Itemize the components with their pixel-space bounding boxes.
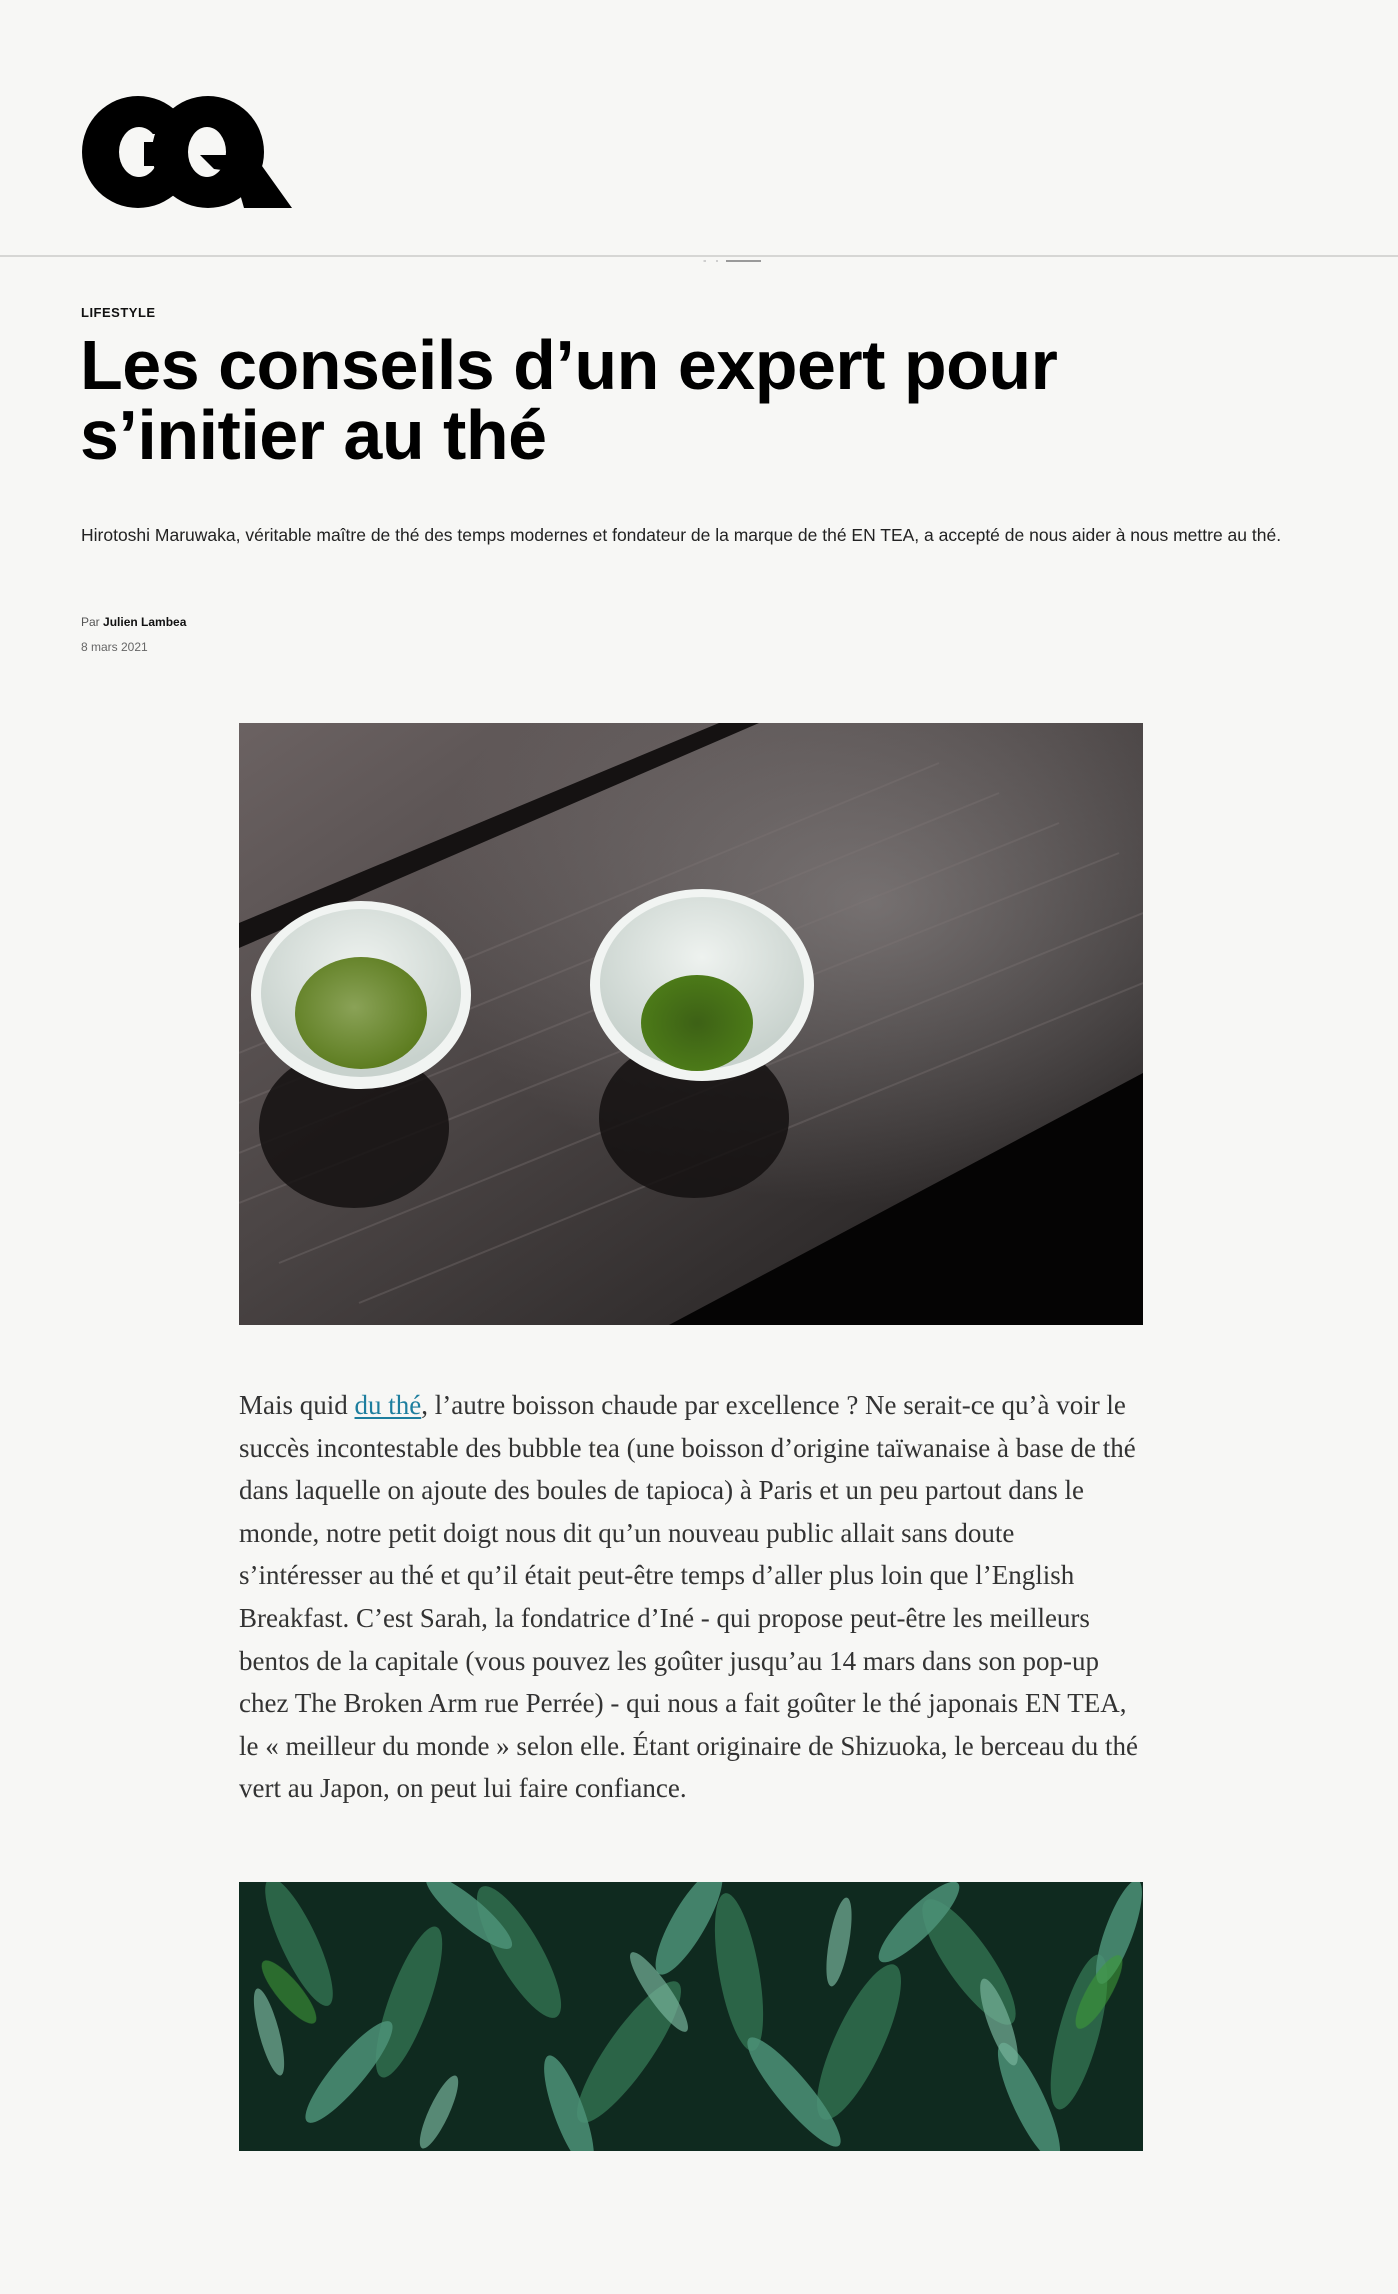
body-paragraph xyxy=(239,1384,1143,1810)
gq-logo-link[interactable] xyxy=(82,96,292,208)
body-text-after-link: , l’autre boisson chaude par excellence ? Ne serait-ce qu’à voir le succès incontestable des bubble tea (une boisson d’origine taïwanaise à base de thé dans laquelle on ajoute des boules de tapioca) à Paris et un peu partout dans le monde, notre petit doigt nous dit qu’un nouveau public allait sans doute s’intéresser au thé et qu’il était peut-être temps d’aller plus loin que l’English Breakfast. C’est Sarah, la fondatrice d’Iné - qui propose peut-être les meilleurs bentos de la capitale (vous pouvez les goûter jusqu’au 14 mars dans son pop-up chez The Broken Arm rue Perrée) - qui nous a fait goûter le thé japonais EN TEA, le « meilleur du monde » selon elle. Étant originaire de Shizuoka, le berceau du thé vert au Japon, on peut lui faire confiance. xyxy=(239,1390,1138,1804)
byline-prefix: Par xyxy=(81,615,100,629)
author-link[interactable]: Julien Lambea xyxy=(103,615,187,629)
title-line-2: s’initier au thé xyxy=(80,396,547,474)
publish-date: 8 mars 2021 xyxy=(81,640,148,654)
article-body xyxy=(239,1384,1143,1810)
tea-leaves-photo xyxy=(239,1882,1143,2151)
article-dek: Hirotoshi Maruwaka, véritable maître de thé des temps modernes et fondateur de la marque de thé EN TEA, a accepté de nous aider à nous mettre au thé. xyxy=(81,525,1282,545)
page-title xyxy=(80,326,1280,474)
site-header xyxy=(0,0,1398,257)
body-text-before-link: Mais quid xyxy=(239,1390,355,1420)
gq-logo-icon xyxy=(82,96,292,208)
rubric-link[interactable]: LIFESTYLE xyxy=(81,305,156,320)
header-divider-artifact xyxy=(697,260,761,262)
title-line-1: Les conseils d’un expert pour xyxy=(80,326,1058,404)
du-the-link[interactable]: du thé xyxy=(354,1390,422,1420)
tea-cups-photo xyxy=(239,723,1143,1325)
byline xyxy=(81,615,186,629)
